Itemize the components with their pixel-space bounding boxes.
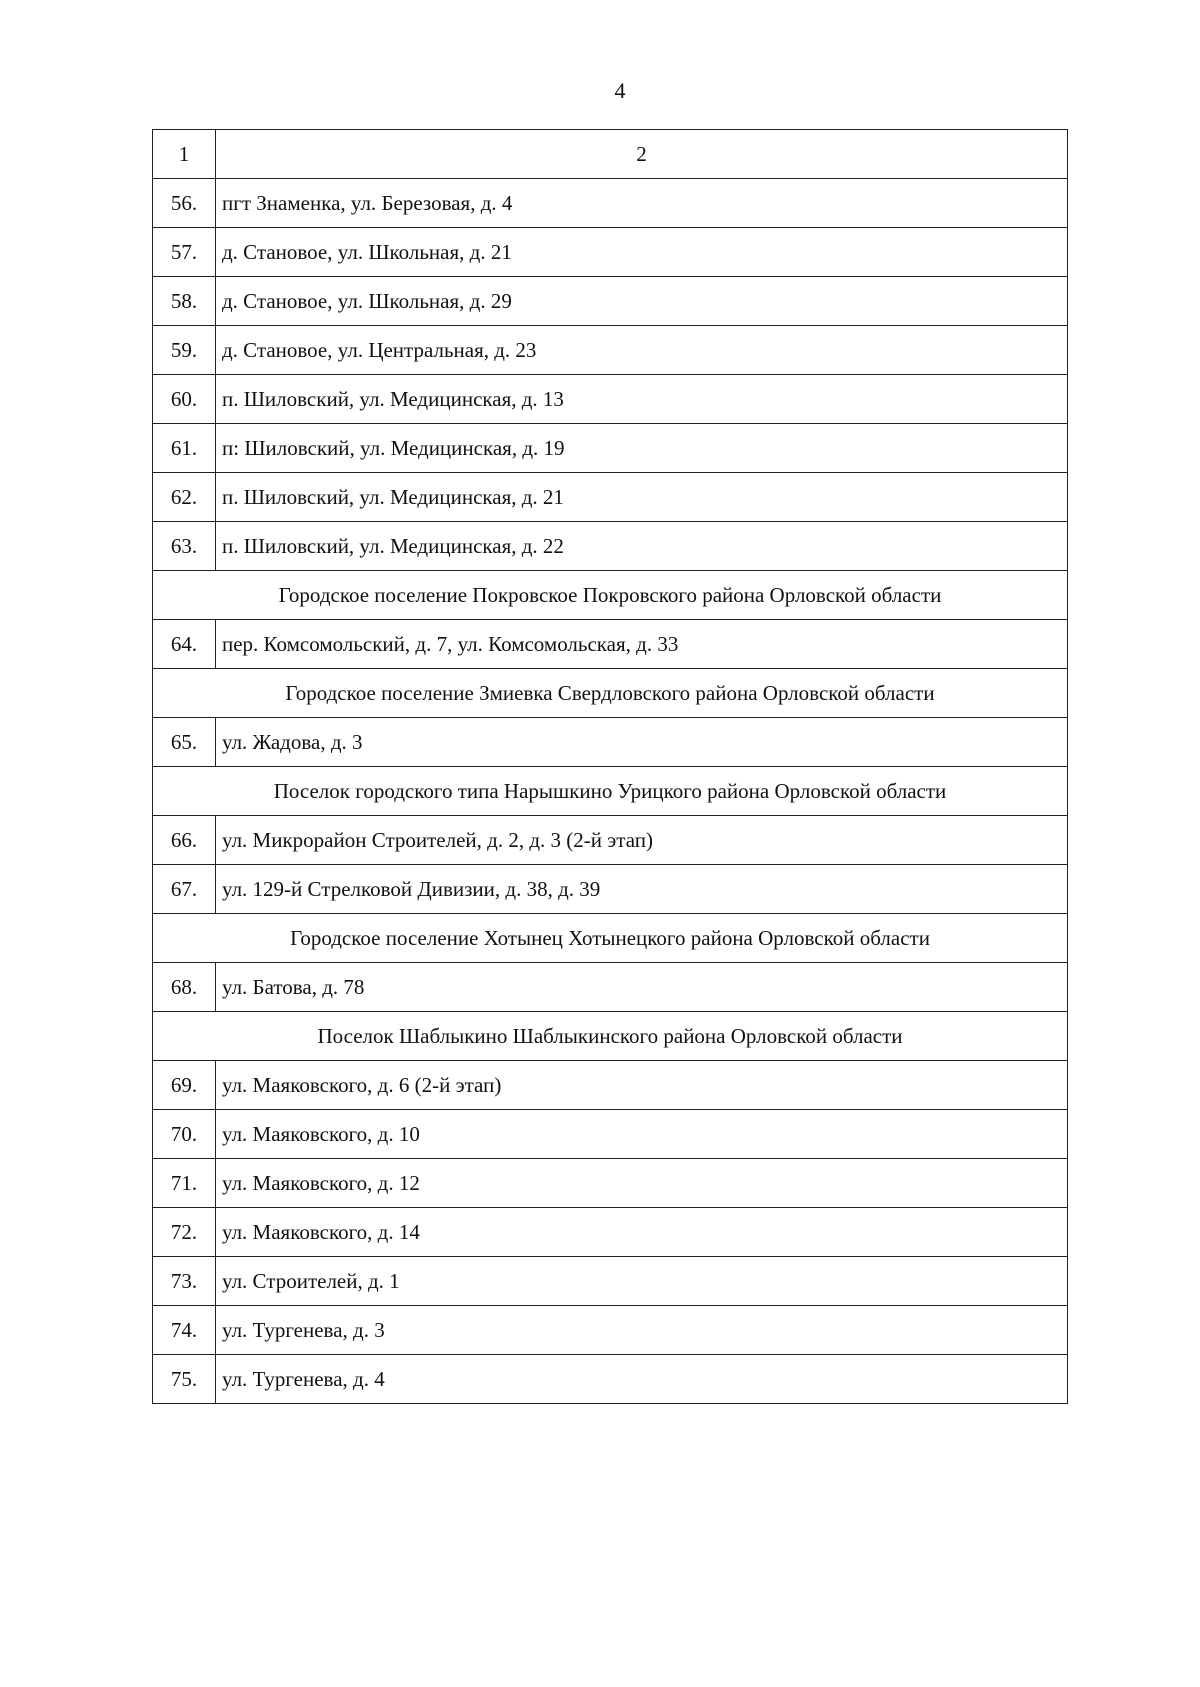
address-table-body <box>153 130 1068 1404</box>
row-address: ул. Микрорайон Строителей, д. 2, д. 3 (2-й этап) <box>216 816 1068 865</box>
row-address: п. Шиловский, ул. Медицинская, д. 22 <box>216 522 1068 571</box>
table-row <box>153 228 1068 277</box>
row-address: д. Становое, ул. Школьная, д. 21 <box>216 228 1068 277</box>
row-number: 71. <box>153 1159 216 1208</box>
table-row <box>153 963 1068 1012</box>
table-row <box>153 1159 1068 1208</box>
section-title: Поселок Шаблыкино Шаблыкинского района Орловской области <box>153 1012 1068 1061</box>
row-address: ул. Маяковского, д. 10 <box>216 1110 1068 1159</box>
row-address: п. Шиловский, ул. Медицинская, д. 21 <box>216 473 1068 522</box>
row-number: 66. <box>153 816 216 865</box>
row-address: ул. Маяковского, д. 12 <box>216 1159 1068 1208</box>
row-address: ул. Тургенева, д. 4 <box>216 1355 1068 1404</box>
table-row <box>153 1355 1068 1404</box>
table-row <box>153 1306 1068 1355</box>
row-number: 60. <box>153 375 216 424</box>
table-row <box>153 424 1068 473</box>
row-number: 63. <box>153 522 216 571</box>
row-number: 64. <box>153 620 216 669</box>
header-col-2: 2 <box>216 130 1068 179</box>
row-address: пгт Знаменка, ул. Березовая, д. 4 <box>216 179 1068 228</box>
row-number: 73. <box>153 1257 216 1306</box>
section-header-row <box>153 1012 1068 1061</box>
row-address: ул. Жадова, д. 3 <box>216 718 1068 767</box>
section-header-row <box>153 571 1068 620</box>
row-address: ул. 129-й Стрелковой Дивизии, д. 38, д. 39 <box>216 865 1068 914</box>
row-address: д. Становое, ул. Центральная, д. 23 <box>216 326 1068 375</box>
row-number: 68. <box>153 963 216 1012</box>
table-row <box>153 522 1068 571</box>
row-address: п. Шиловский, ул. Медицинская, д. 13 <box>216 375 1068 424</box>
row-number: 74. <box>153 1306 216 1355</box>
row-number: 65. <box>153 718 216 767</box>
row-number: 62. <box>153 473 216 522</box>
table-row <box>153 1208 1068 1257</box>
section-title: Городское поселение Хотынец Хотынецкого района Орловской области <box>153 914 1068 963</box>
row-number: 72. <box>153 1208 216 1257</box>
table-header-row <box>153 130 1068 179</box>
row-number: 67. <box>153 865 216 914</box>
table-row <box>153 718 1068 767</box>
section-title: Городское поселение Покровское Покровского района Орловской области <box>153 571 1068 620</box>
row-number: 58. <box>153 277 216 326</box>
table-row <box>153 1110 1068 1159</box>
row-number: 61. <box>153 424 216 473</box>
row-address: ул. Строителей, д. 1 <box>216 1257 1068 1306</box>
table-row <box>153 277 1068 326</box>
table-row <box>153 620 1068 669</box>
section-header-row <box>153 669 1068 718</box>
table-row <box>153 1257 1068 1306</box>
row-address: ул. Маяковского, д. 6 (2-й этап) <box>216 1061 1068 1110</box>
table-row <box>153 816 1068 865</box>
table-row <box>153 865 1068 914</box>
row-address: ул. Батова, д. 78 <box>216 963 1068 1012</box>
table-row <box>153 1061 1068 1110</box>
row-number: 70. <box>153 1110 216 1159</box>
section-header-row <box>153 914 1068 963</box>
row-number: 75. <box>153 1355 216 1404</box>
page-number: 4 <box>614 78 626 103</box>
row-address: п: Шиловский, ул. Медицинская, д. 19 <box>216 424 1068 473</box>
header-col-1: 1 <box>153 130 216 179</box>
table-row <box>153 375 1068 424</box>
section-header-row <box>153 767 1068 816</box>
address-table <box>152 129 1068 1404</box>
row-number: 56. <box>153 179 216 228</box>
section-title: Городское поселение Змиевка Свердловского района Орловской области <box>153 669 1068 718</box>
row-address: ул. Тургенева, д. 3 <box>216 1306 1068 1355</box>
section-title: Поселок городского типа Нарышкино Урицкого района Орловской области <box>153 767 1068 816</box>
row-address: д. Становое, ул. Школьная, д. 29 <box>216 277 1068 326</box>
row-address: пер. Комсомольский, д. 7, ул. Комсомольская, д. 33 <box>216 620 1068 669</box>
row-number: 69. <box>153 1061 216 1110</box>
table-row <box>153 473 1068 522</box>
table-row <box>153 326 1068 375</box>
row-address: ул. Маяковского, д. 14 <box>216 1208 1068 1257</box>
row-number: 57. <box>153 228 216 277</box>
table-row <box>153 179 1068 228</box>
row-number: 59. <box>153 326 216 375</box>
